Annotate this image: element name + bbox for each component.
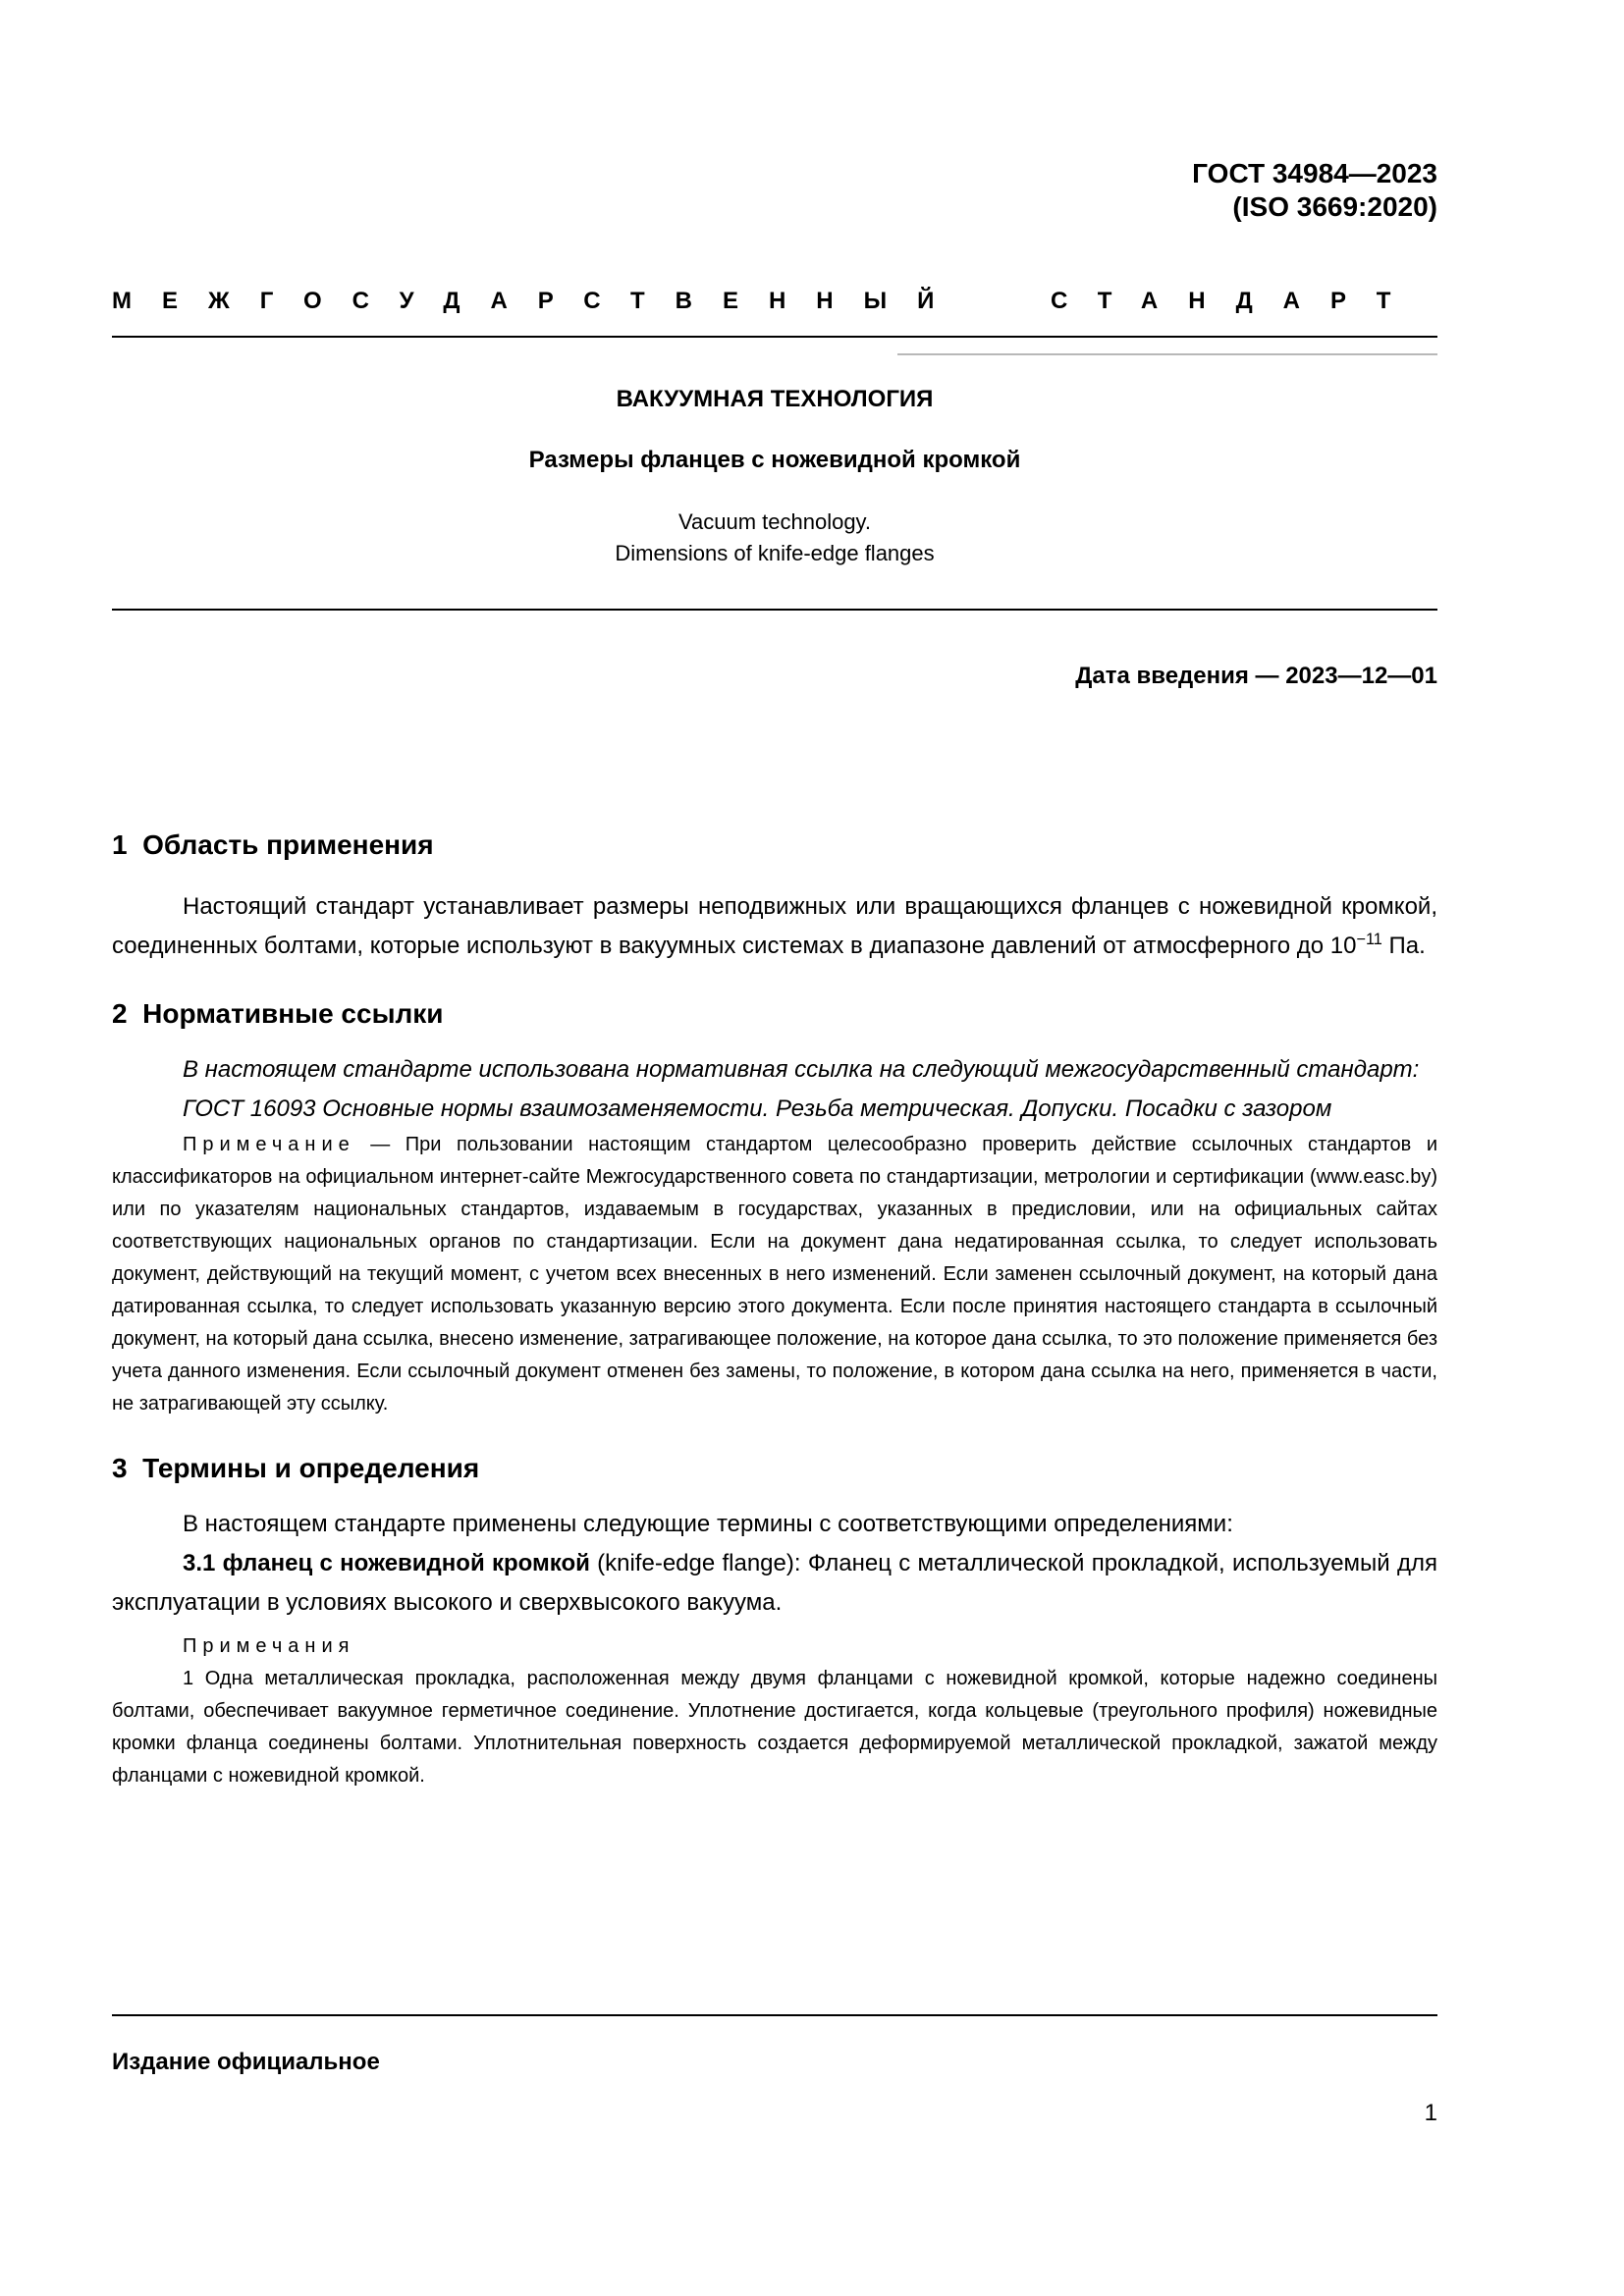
document-body (112, 828, 1437, 1792)
references-note-text: При пользовании настоящим стандартом целесообразно проверить действие ссылочных стандартов и классификаторов на официальном интернет-сайте Межгосударственного совета по стандартизации, метрологии и сертификации (www.easc.by) или по указателям национальных стандартов, издаваемым в государствах, указанных в предисловии, или на официальных сайтах соответствующих национальных органов по стандартизации. Если на документ дана недатированная ссылка, то следует использовать документ, действующий на текущий момент, с учетом всех внесенных в него изменений. Если заменен ссылочный документ, на который дана датированная ссылка, то следует использовать указанную версию этого документа. Если после принятия настоящего стандарта в ссылочный документ, на который дана ссылка, внесено изменение, затрагивающее положение, на которое дана ссылка, то это положение применяется без учета данного изменения. Если ссылочный документ отменен без замены, то положение, в котором дана ссылка на него, применяется в части, не затрагивающей эту ссылку. (112, 1134, 1437, 1415)
section-scope-heading: 1 Область применения (112, 829, 434, 860)
section-terms-heading: 3 Термины и определения (112, 1453, 480, 1483)
term-number: 3.1 (183, 1550, 216, 1576)
terms-note-1: 1 Одна металлическая прокладка, расположенная между двумя фланцами с ножевидной кромкой, которые надежно соединены болтами, обеспечивает вакуумное герметичное соединение. Уплотнение достигается, когда кольцевые (треугольного профиля) ножевидные кромки фланца соединены болтами. Уплотнительная поверхность создается деформируемой металлической прокладкой, зажатой между фланцами с ножевидной кромкой. (112, 1668, 1437, 1787)
terms-notes-label: Примечания (183, 1635, 355, 1657)
effective-date: Дата введения — 2023—12—01 (1075, 663, 1437, 689)
footer-rule (112, 2014, 1437, 2016)
scope-text-after-sup: Па. (1381, 933, 1426, 959)
term-definition (112, 1544, 1437, 1623)
terms-notes-label-row (112, 1630, 1437, 1663)
standard-code-line2: (ISO 3669:2020) (1232, 191, 1437, 222)
standard-type-banner: МЕЖГОСУДАРСТВЕННЫЙ СТАНДАРТ (112, 288, 1422, 314)
title-russian-main: ВАКУУМНАЯ ТЕХНОЛОГИЯ (616, 386, 934, 412)
standard-code (112, 157, 1437, 224)
title-english-line2: Dimensions of knife-edge flanges (615, 541, 935, 565)
references-note (112, 1129, 1437, 1420)
header-rule-secondary (897, 353, 1437, 355)
references-note-dash: — (370, 1134, 391, 1155)
terms-intro: В настоящем стандарте применены следующие термины с соответствующими определениями: (183, 1511, 1233, 1537)
section-terms (112, 1452, 1437, 1792)
references-intro: В настоящем стандарте использована нормативная ссылка на следующий межгосударственный стандарт: (183, 1056, 1420, 1083)
references-note-label: Примечание (183, 1134, 355, 1155)
standard-code-line1: ГОСТ 34984—2023 (1192, 158, 1437, 188)
section-scope (112, 828, 1437, 966)
term-definition-text: (knife-edge flange): Фланец с металлической прокладкой, используемый для эксплуатации в условиях высокого и сверхвысокого вакуума. (112, 1550, 1437, 1616)
title-russian-subtitle: Размеры фланцев с ножевидной кромкой (528, 447, 1021, 473)
section-references (112, 997, 1437, 1420)
header-rule (112, 336, 1437, 338)
title-english-line1: Vacuum technology. (677, 509, 872, 534)
title-rule (112, 609, 1437, 611)
page-number: 1 (1424, 2100, 1437, 2126)
scope-text-before-sup: Настоящий стандарт устанавливает размеры неподвижных или вращающихся фланцев с ножевидной кромкой, соединенных болтами, которые используют в вакуумных системах в диапазоне давлений от атмосферного до 10 (112, 893, 1437, 959)
section-scope-paragraph (112, 887, 1437, 966)
term-name: фланец с ножевидной кромкой (222, 1550, 590, 1576)
document-footer (112, 2014, 1437, 2128)
document-header (112, 157, 1437, 691)
scope-exponent: −11 (1356, 931, 1382, 948)
referenced-standard: ГОСТ 16093 Основные нормы взаимозаменяемости. Резьба метрическая. Допуски. Посадки с зазором (183, 1095, 1332, 1122)
section-references-heading: 2 Нормативные ссылки (112, 998, 444, 1029)
edition-note: Издание официальное (112, 2049, 380, 2075)
